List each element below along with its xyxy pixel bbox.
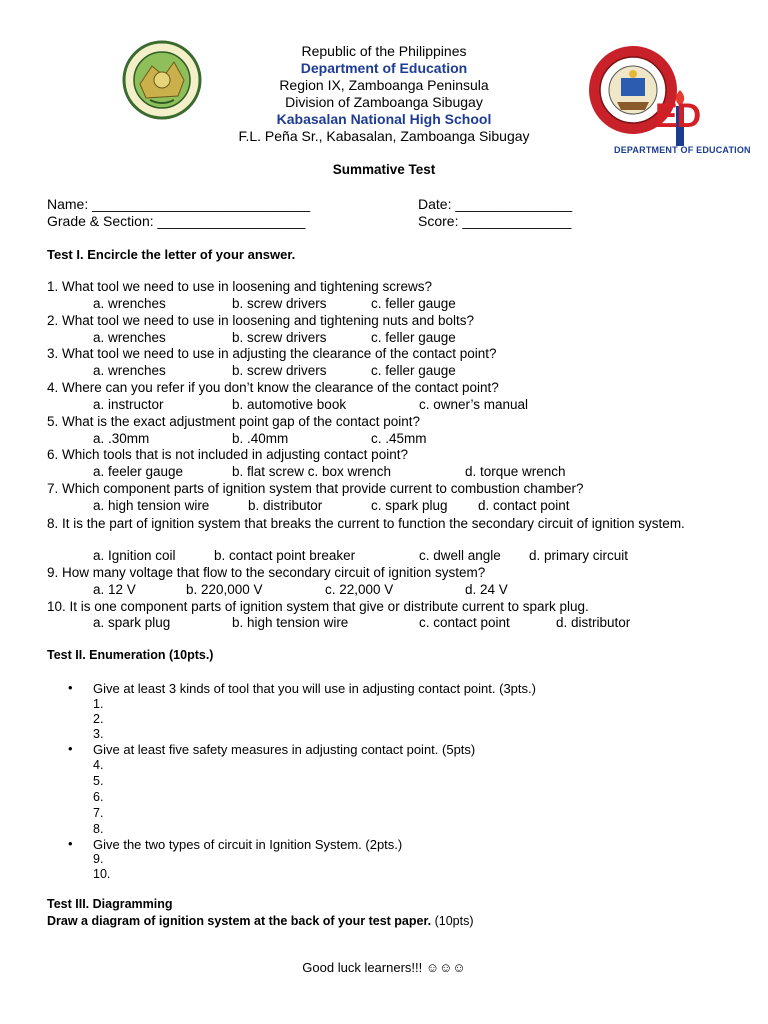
option-7b: b. distributor xyxy=(248,498,323,513)
question-7: 7. Which component parts of ignition system that provide current to combustion chamber? xyxy=(47,481,584,496)
option-8b: b. contact point breaker xyxy=(214,548,356,563)
option-10c: c. contact point xyxy=(419,615,510,630)
option-4c: c. owner’s manual xyxy=(419,397,529,412)
question-1: 1. What tool we need to use in loosening and tightening screws? xyxy=(47,279,432,294)
deped-logo-word: ED xyxy=(655,97,701,135)
option-10b: b. high tension wire xyxy=(232,615,349,630)
option-5a: a. .30mm xyxy=(93,431,150,446)
test2-heading: Test II. Enumeration (10pts.) xyxy=(47,648,214,662)
test3-instruction-text: Draw a diagram of ignition system at the back of your test paper. xyxy=(47,914,432,928)
enum-number: 1. xyxy=(93,697,104,711)
test3-heading: Test III. Diagramming xyxy=(47,897,173,911)
option-1c: c. feller gauge xyxy=(371,296,456,311)
grade-section-field: Grade & Section: ___________________ xyxy=(47,213,306,229)
name-field: Name: ____________________________ xyxy=(47,196,311,212)
enum-number: 9. xyxy=(93,852,104,866)
option-6a: a. feeler gauge xyxy=(93,464,184,479)
option-9c: c. 22,000 V xyxy=(325,582,394,597)
option-3b: b. screw drivers xyxy=(232,363,327,378)
question-5: 5. What is the exact adjustment point gap of the contact point? xyxy=(47,414,420,429)
question-6: 6. Which tools that is not included in adjusting contact point? xyxy=(47,447,408,462)
enum-item-1: Give at least 3 kinds of tool that you will use in adjusting contact point. (3pts.) xyxy=(93,681,536,696)
enum-number: 5. xyxy=(93,774,104,788)
enum-number: 2. xyxy=(93,712,104,726)
option-8d: d. primary circuit xyxy=(529,548,629,563)
option-7a: a. high tension wire xyxy=(93,498,210,513)
option-7c: c. spark plug xyxy=(371,498,448,513)
bullet-icon: • xyxy=(68,836,73,851)
header-division: Division of Zamboanga Sibugay xyxy=(285,94,483,110)
header-school: Kabasalan National High School xyxy=(276,111,492,127)
option-9d: d. 24 V xyxy=(465,582,508,597)
bullet-icon: • xyxy=(68,680,73,695)
test3-points: (10pts) xyxy=(431,914,474,928)
page-title: Summative Test xyxy=(332,162,436,177)
option-9b: b. 220,000 V xyxy=(186,582,263,597)
enum-number: 7. xyxy=(93,806,104,820)
option-2c: c. feller gauge xyxy=(371,330,456,345)
enum-item-3: Give the two types of circuit in Ignition System. (2pts.) xyxy=(93,837,403,852)
option-6b: b. flat screw c. box wrench xyxy=(232,464,392,479)
option-7d: d. contact point xyxy=(478,498,570,513)
option-3a: a. wrenches xyxy=(93,363,166,378)
option-8c: c. dwell angle xyxy=(419,548,501,563)
option-3c: c. feller gauge xyxy=(371,363,456,378)
enum-number: 3. xyxy=(93,727,104,741)
option-10d: d. distributor xyxy=(556,615,631,630)
question-10: 10. It is one component parts of ignition system that give or distribute current to spark plug. xyxy=(47,599,589,614)
option-1a: a. wrenches xyxy=(93,296,166,311)
footer-message: Good luck learners!!! ☺☺☺ xyxy=(302,960,466,975)
question-4: 4. Where can you refer if you don’t know the clearance of the contact point? xyxy=(47,380,499,395)
test3-instruction xyxy=(47,914,474,928)
option-4b: b. automotive book xyxy=(232,397,347,412)
enum-number: 8. xyxy=(93,822,104,836)
letterhead xyxy=(160,43,608,145)
option-5c: c. .45mm xyxy=(371,431,427,446)
deped-logo-subtitle: DEPARTMENT OF EDUCATION xyxy=(614,145,751,155)
header-region: Region IX, Zamboanga Peninsula xyxy=(279,77,489,93)
option-1b: b. screw drivers xyxy=(232,296,327,311)
header-republic: Republic of the Philippines xyxy=(301,43,467,59)
question-2: 2. What tool we need to use in loosening and tightening nuts and bolts? xyxy=(47,313,475,328)
option-6d: d. torque wrench xyxy=(465,464,566,479)
option-5b: b. .40mm xyxy=(232,431,289,446)
question-8: 8. It is the part of ignition system that breaks the current to function the secondary circuit of ignition system. xyxy=(47,516,685,531)
date-field: Date: _______________ xyxy=(418,196,573,212)
option-4a: a. instructor xyxy=(93,397,164,412)
question-9: 9. How many voltage that flow to the secondary circuit of ignition system? xyxy=(47,565,486,580)
option-2b: b. screw drivers xyxy=(232,330,327,345)
bullet-icon: • xyxy=(68,741,73,756)
option-8a: a. Ignition coil xyxy=(93,548,176,563)
header-address: F.L. Peña Sr., Kabasalan, Zamboanga Sibugay xyxy=(238,128,530,144)
test1-heading: Test I. Encircle the letter of your answer. xyxy=(47,247,296,262)
option-10a: a. spark plug xyxy=(93,615,171,630)
option-9a: a. 12 V xyxy=(93,582,136,597)
enum-number: 4. xyxy=(93,758,104,772)
header-department: Department of Education xyxy=(300,60,468,76)
score-field: Score: ______________ xyxy=(418,213,572,229)
option-2a: a. wrenches xyxy=(93,330,166,345)
question-3: 3. What tool we need to use in adjusting the clearance of the contact point? xyxy=(47,346,497,361)
enum-number: 6. xyxy=(93,790,104,804)
enum-item-2: Give at least five safety measures in adjusting contact point. (5pts) xyxy=(93,742,476,757)
enum-number: 10. xyxy=(93,867,111,881)
